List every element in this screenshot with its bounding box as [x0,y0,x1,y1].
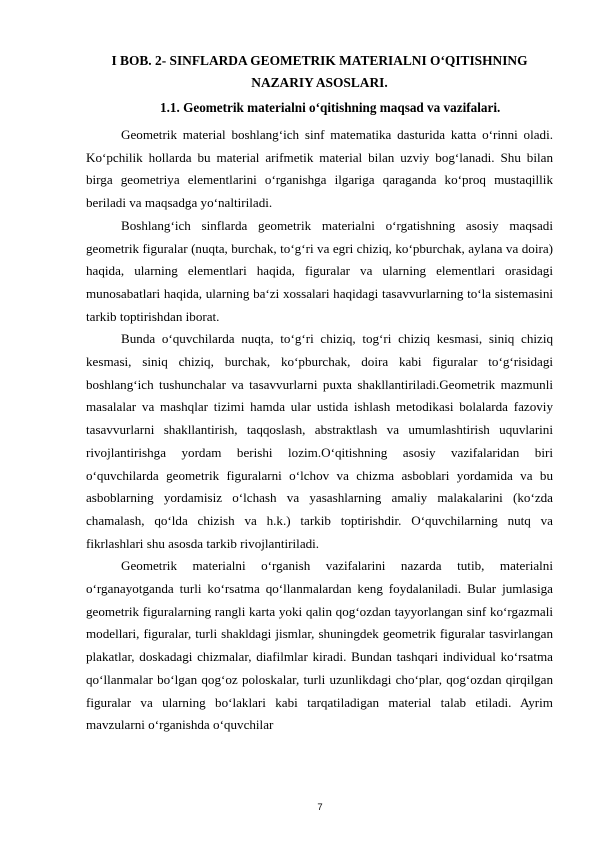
paragraph: Bunda o‘quvchilarda nuqta, to‘g‘ri chiziq, tog‘ri chiziq kesmasi, siniq chiziq kesmasi, siniq chiziq, burchak, ko‘pburchak, doira kabi figuralar to‘g‘risidagi boshlang‘ich tushunchalar va tasavvurlarni puxta shakllantiriladi.Geometrik mazmunli masalalar va mashqlar tizimi hamda ular ustida ishlash metodikasi bolalarda fazoviy tasavvurlarni shakllantirish, taqqoslash, abstraktlash va umumlashtirish uquvlarini rivojlantirishga yordam berishi lozim.O‘qitishning asosiy vazifalaridan biri o‘quvchilarda geometrik figuralarni o‘lchov va chizma asboblari yordamida va bu asboblarning yordamisiz o‘lchash va yasashlarning amaliy malakalarini (ko‘zda chamalash, qo‘lda chizish va h.k.) tarkib toptirishdir. O‘quvchilarning nutq va fikrlashlari shu asosda tarkib rivojlantiriladi. [86,331,553,551]
paragraph: Geometrik material boshlang‘ich sinf matematika dasturida katta o‘rinni oladi. Ko‘pchilik hollarda bu material arifmetik material bilan uzviy bog‘lanadi. Shu bilan birga geometriya elementlarini o‘rganishga ilgariga qaraganda ko‘proq mustaqillik beriladi va maqsadga yo‘naltiriladi. [86,127,553,211]
page-number: 7 [317,802,323,813]
section-heading: 1.1. Geometrik materialni o‘qitishning maqsad va vazifalari. [160,100,501,115]
paragraph: Geometrik materialni o‘rganish vazifalarini nazarda tutib, materialni o‘rganayotganda turli ko‘rsatma qo‘llanmalardan keng foydalaniladi. Bular jumlasiga geometrik figuralarning rangli karta yoki qalin qog‘ozdan tayyorlangan sinf ko‘rgazmali modellari, figuralar, turli shakldagi jismlar, shuningdek geometrik figuralar tasvirlangan plakatlar, doskadagi chizmalar, diafilmlar kiradi. Bundan tashqari individual ko‘rsatma qo‘llanmalar bo‘lgan qog‘oz poloskalar, turli uzunlikdagi cho‘plar, qog‘ozdan qirqilgan figuralar va ularning bo‘laklari kabi tarqatiladigan material talab etiladi. Ayrim mavzularni o‘rganishda o‘quvchilar [86,558,553,733]
chapter-heading: I BOB. 2- SINFLARDA GEOMETRIK MATERIALNI O‘QITISHNING NAZARIY ASOSLARI. [111,53,528,90]
body-text [86,124,553,737]
paragraph: Boshlang‘ich sinflarda geometrik materialni o‘rgatishning asosiy maqsadi geometrik figuralar (nuqta, burchak, to‘g‘ri va egri chiziq, ko‘pburchak, aylana va doira) haqida, ularning elementlari haqida, figuralar va ularning elementlari orasidagi munosabatlari haqida, ularning ba‘zi xossalari haqidagi tasavvurlarning to‘la sistemasini tarkib toptirishdan iborat. [86,217,553,324]
